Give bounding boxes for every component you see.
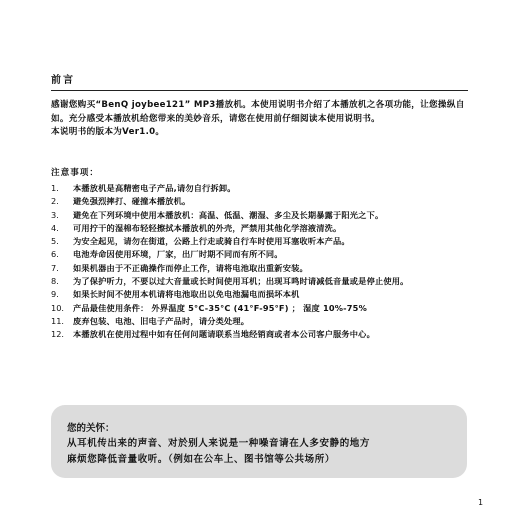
note-text: 为了保护听力，不要以过大音量或长时间使用耳机；出现耳鸣时请减低音量或是停止使用。 [73,276,409,287]
note-text: 如果机器由于不正确操作而停止工作，请将电池取出重新安装。 [73,262,308,273]
care-line: 从耳机传出来的声音、对於别人来说是一种噪音请在人多安静的地方 [67,438,371,449]
note-text: 如果长时间不使用本机请将电池取出以免电池漏电而损坏本机 [73,289,300,300]
page-number: 1 [478,498,484,507]
title-divider [51,90,468,91]
note-number: 8. [51,276,59,287]
note-item [51,315,476,328]
note-item [51,328,476,341]
care-title: 您的关怀： [67,423,115,434]
note-text: 为安全起见，请勿在街道，公路上行走或骑自行车时使用耳塞收听本产品。 [73,236,350,247]
care-line: 麻烦您降低音量收听。（例如在公车上、图书馆等公共场所） [67,453,335,465]
note-number: 4. [51,222,59,233]
note-number: 11. [51,315,65,326]
note-item [51,182,476,195]
note-number: 7. [51,262,59,273]
notes-heading: 注意事项： [51,168,99,178]
notes-list [51,182,476,342]
care-text [67,436,457,467]
note-item [51,248,476,261]
note-item [51,222,476,235]
note-number: 3. [51,209,59,220]
note-item [51,302,476,315]
note-item [51,275,476,288]
version-note: 本说明书的版本为Ver1.0。 [51,127,165,137]
page-title: 前言 [51,75,75,86]
note-text: 电池寿命因使用环境，厂家，出厂时期不同而有所不同。 [73,249,283,260]
note-text: 本播放机在使用过程中如有任何问题请联系当地经销商或者本公司客户服务中心。 [73,329,375,340]
note-number: 1. [51,183,59,193]
note-item [51,195,476,208]
note-item [51,235,476,248]
note-text: 废弃包装、电池、旧电子产品时，请分类处理。 [73,315,250,326]
note-number: 12. [51,329,65,340]
note-item [51,209,476,222]
note-number: 2. [51,196,59,207]
note-text: 避免在下列环境中使用本播放机：高温、低温、潮湿、多尘及长期暴露于阳光之下。 [73,209,384,220]
intro-section [51,99,471,140]
note-text: 避免强烈摔打、碰撞本播放机。 [73,196,191,207]
note-number: 6. [51,249,59,260]
note-number: 9. [51,289,59,300]
note-number: 5. [51,236,59,247]
note-text: 本播放机是高精密电子产品,请勿自行拆卸。 [73,183,236,193]
note-item [51,262,476,275]
note-text: 可用拧干的湿棉布轻轻擦拭本播放机的外壳，严禁用其他化学溶液清洗。 [73,222,342,233]
note-number: 10. [51,302,65,313]
note-item [51,288,476,301]
note-text: 产品最佳使用条件： 外界温度 5°C-35°C (41°F-95°F) ； 湿度 10%-75% [73,302,367,313]
intro-paragraph: 感谢您购买“BenQ joybee121” MP3播放机。本使用说明书介绍了本播放机之各项功能，让您操纵自如。充分感受本播放机给您带来的美妙音乐，请您在使用前仔细阅读本使用说明书。 [51,100,465,124]
